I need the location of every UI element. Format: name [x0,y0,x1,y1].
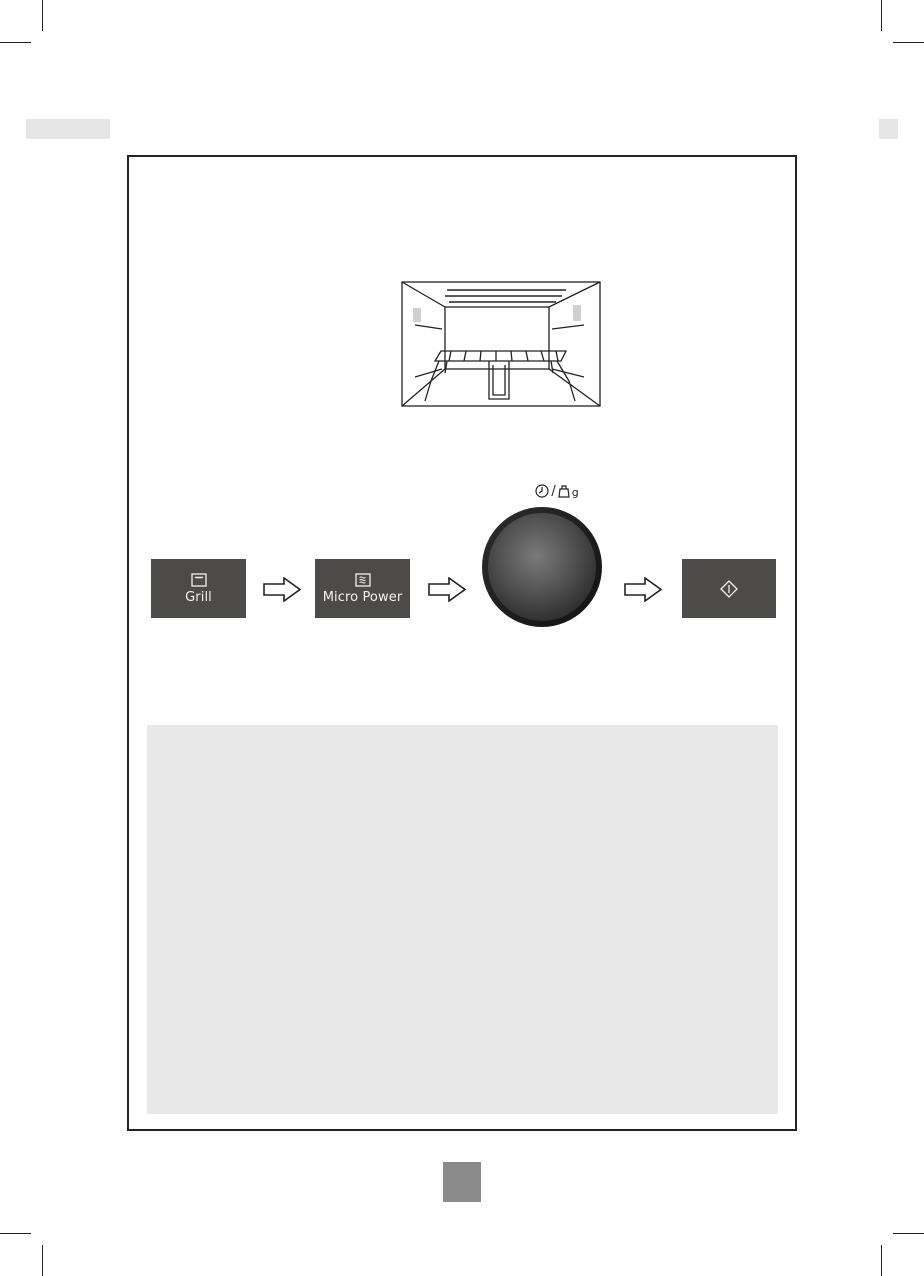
crop-mark [0,1233,31,1234]
arrow-right-icon [427,577,467,602]
microwave-icon [355,573,371,587]
micro-power-label: Micro Power [322,589,403,605]
weight-icon [558,484,570,498]
dial-unit: g [571,486,579,499]
micro-power-button[interactable] [315,559,410,618]
crop-mark [0,42,31,43]
crop-mark [881,0,882,31]
arrow-right-icon [262,577,302,602]
dial-label [517,480,597,502]
dial-separator: / [551,483,556,499]
control-dial[interactable] [481,506,603,628]
start-icon [720,580,738,598]
arrow-right-icon [623,577,663,602]
header-bar-right [879,119,898,139]
info-panel [147,725,778,1114]
crop-mark [893,42,924,43]
oven-interior-illustration [401,281,601,407]
grill-button[interactable] [151,559,246,618]
crop-mark [893,1233,924,1234]
start-button[interactable] [682,559,776,618]
crop-mark [42,1245,43,1276]
content-frame [127,155,797,1131]
crop-mark [881,1245,882,1276]
crop-mark [42,0,43,31]
page-number-box [443,1162,481,1202]
header-bar-left [26,119,110,139]
timer-icon [535,484,549,498]
grill-icon [191,573,207,587]
grill-label: Grill [185,589,212,605]
